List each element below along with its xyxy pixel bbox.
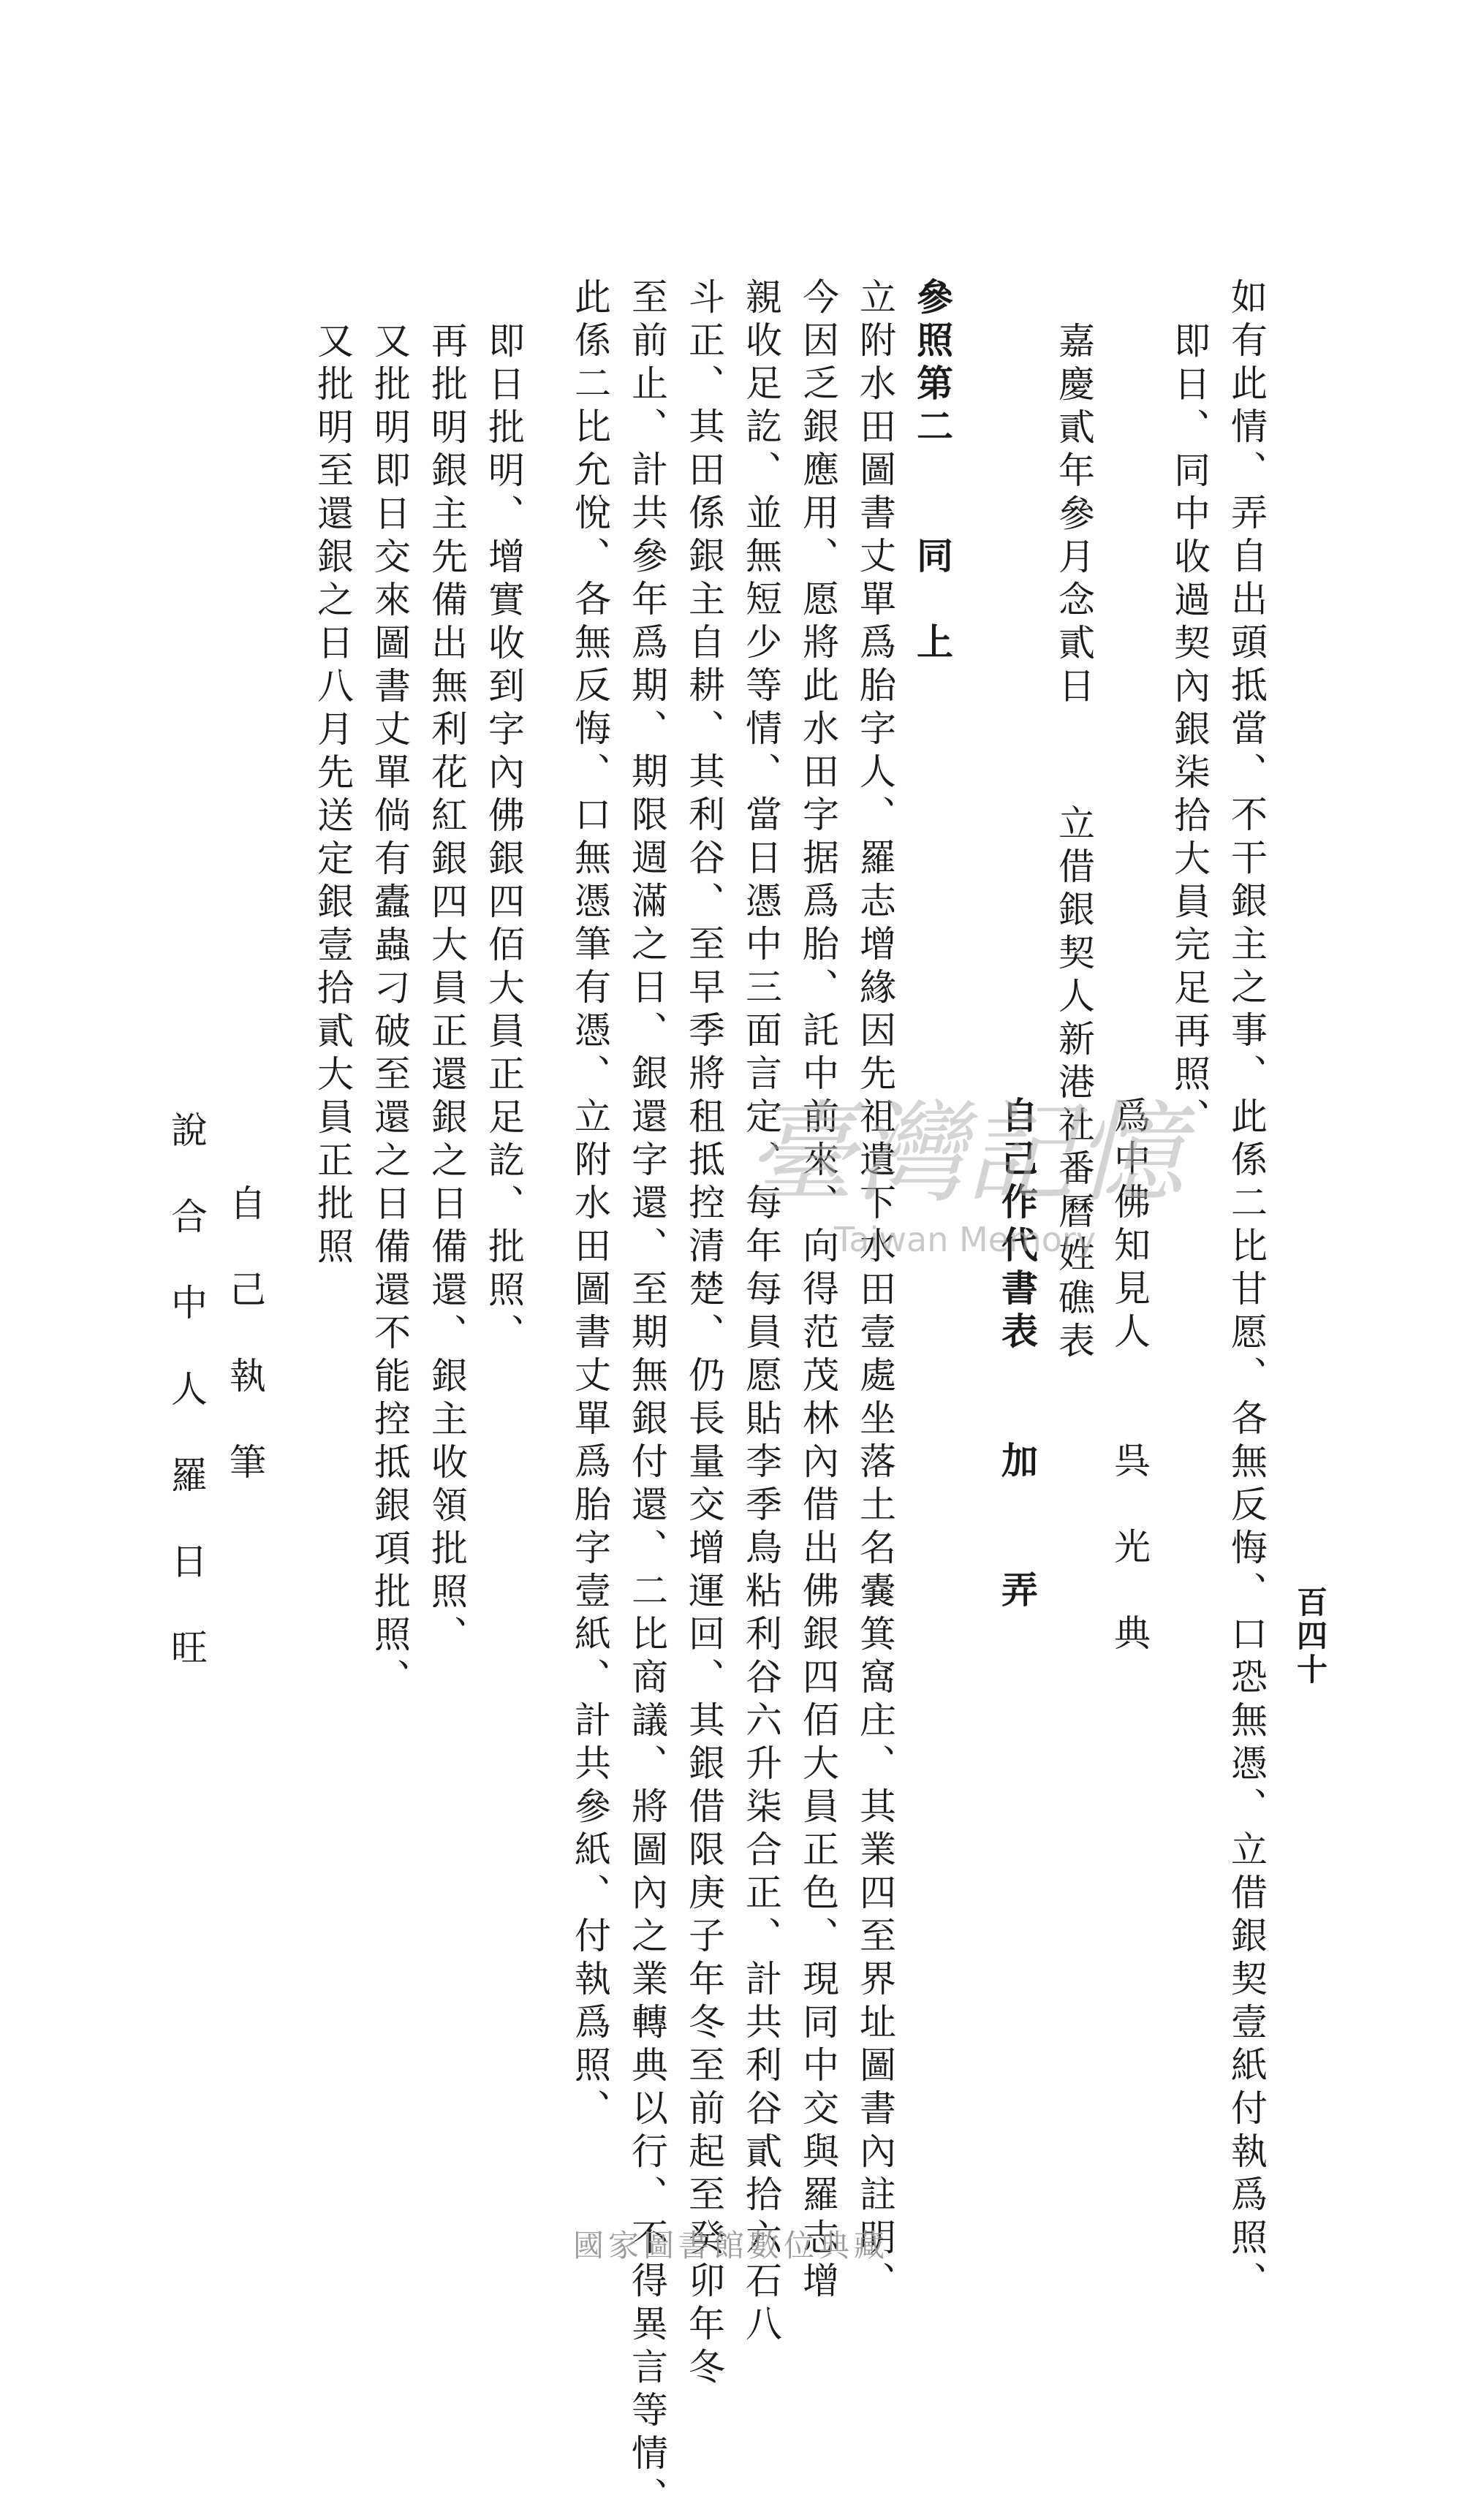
text-column-8: 此係二比允悅、各無反悔、口無憑筆有憑、立附水田圖書丈單爲胎字壹紙、計共參紙、付執爲照、 [569,278,611,2132]
watermark-title: 臺灣記憶 [745,1090,1185,1218]
text-column-3: 立附水田圖書丈單爲胎字人、羅志增緣因先祖遺下水田壹處坐落土名嚢箕窩庄、其業四至界址圖書內註明、 [854,278,896,2304]
text-column-4: 今因乏銀應用、愿將此水田字据爲胎、託中前來、向得范茂林內借出佛銀四佰大員正色、現同中交與羅志增 [797,278,839,2304]
watermark-subtitle: Taiwan Memory [833,1220,1096,1259]
note-column-4: 又批明至還銀之日八月先送定銀壹拾貳大員正批照 [311,322,354,1270]
note-column-3: 又批明即日交來圖書丈單倘有蠹蟲刁破至還之日備還不能控抵銀項批照、 [368,322,411,1701]
date-column: 嘉慶貳年參月念貳日 [1053,322,1095,710]
note-column-1: 即日批明、增實收到字內佛銀四佰大員正足訖、批照、 [482,322,525,1356]
borrower-column: 立借銀契人新港社番曆姓礁表 [1053,804,1095,1365]
signature-column-2: 說 合 中 人 羅 日 旺 [165,1111,208,1671]
signature-column-1: 自 己 執 筆 [224,1184,266,1486]
witness-column: 爲中佛知見人 呉 光 典 [1108,1096,1151,1657]
text-column-7: 至前止、計共參年爲期、期限週滿之日、銀還字還、至期無銀付還、二比商議、將圖內之業轉典以行、不得異言等情、 [626,278,668,2520]
footer-collection-label: 國家圖書館數位典藏 [572,2228,889,2263]
scribe-column: 自己作代書表 加 弄 [996,1096,1039,1614]
text-column-6: 斗正、其田係銀主自耕、其利谷、至早季將租抵控清楚、仍長量交增運回、其銀借限庚子年冬至前起至癸卯年冬 [683,278,725,2391]
text-column-2: 即日、同中收過契內銀柒拾大員完足再照、 [1168,322,1211,1141]
note-column-2: 再批明銀主先備出無利花紅銀四大員正還銀之日備還、銀主收領批照、 [425,322,468,1658]
section-heading: 參照第二 同 上 [911,278,954,666]
text-column-5: 親收足訖、並無短少等情、當日憑中三面言定、每年每員愿貼李季鳥粘利谷六升柒合正、計共利谷貳拾六石八 [740,278,782,2348]
page-number: 百四十 [1292,1586,1328,1687]
text-column-1: 如有此情、弄自出頭抵當、不干銀主之事、此係二比甘愿、各無反悔、口恐無憑、立借銀契壹紙付執爲照、 [1225,278,1268,2304]
